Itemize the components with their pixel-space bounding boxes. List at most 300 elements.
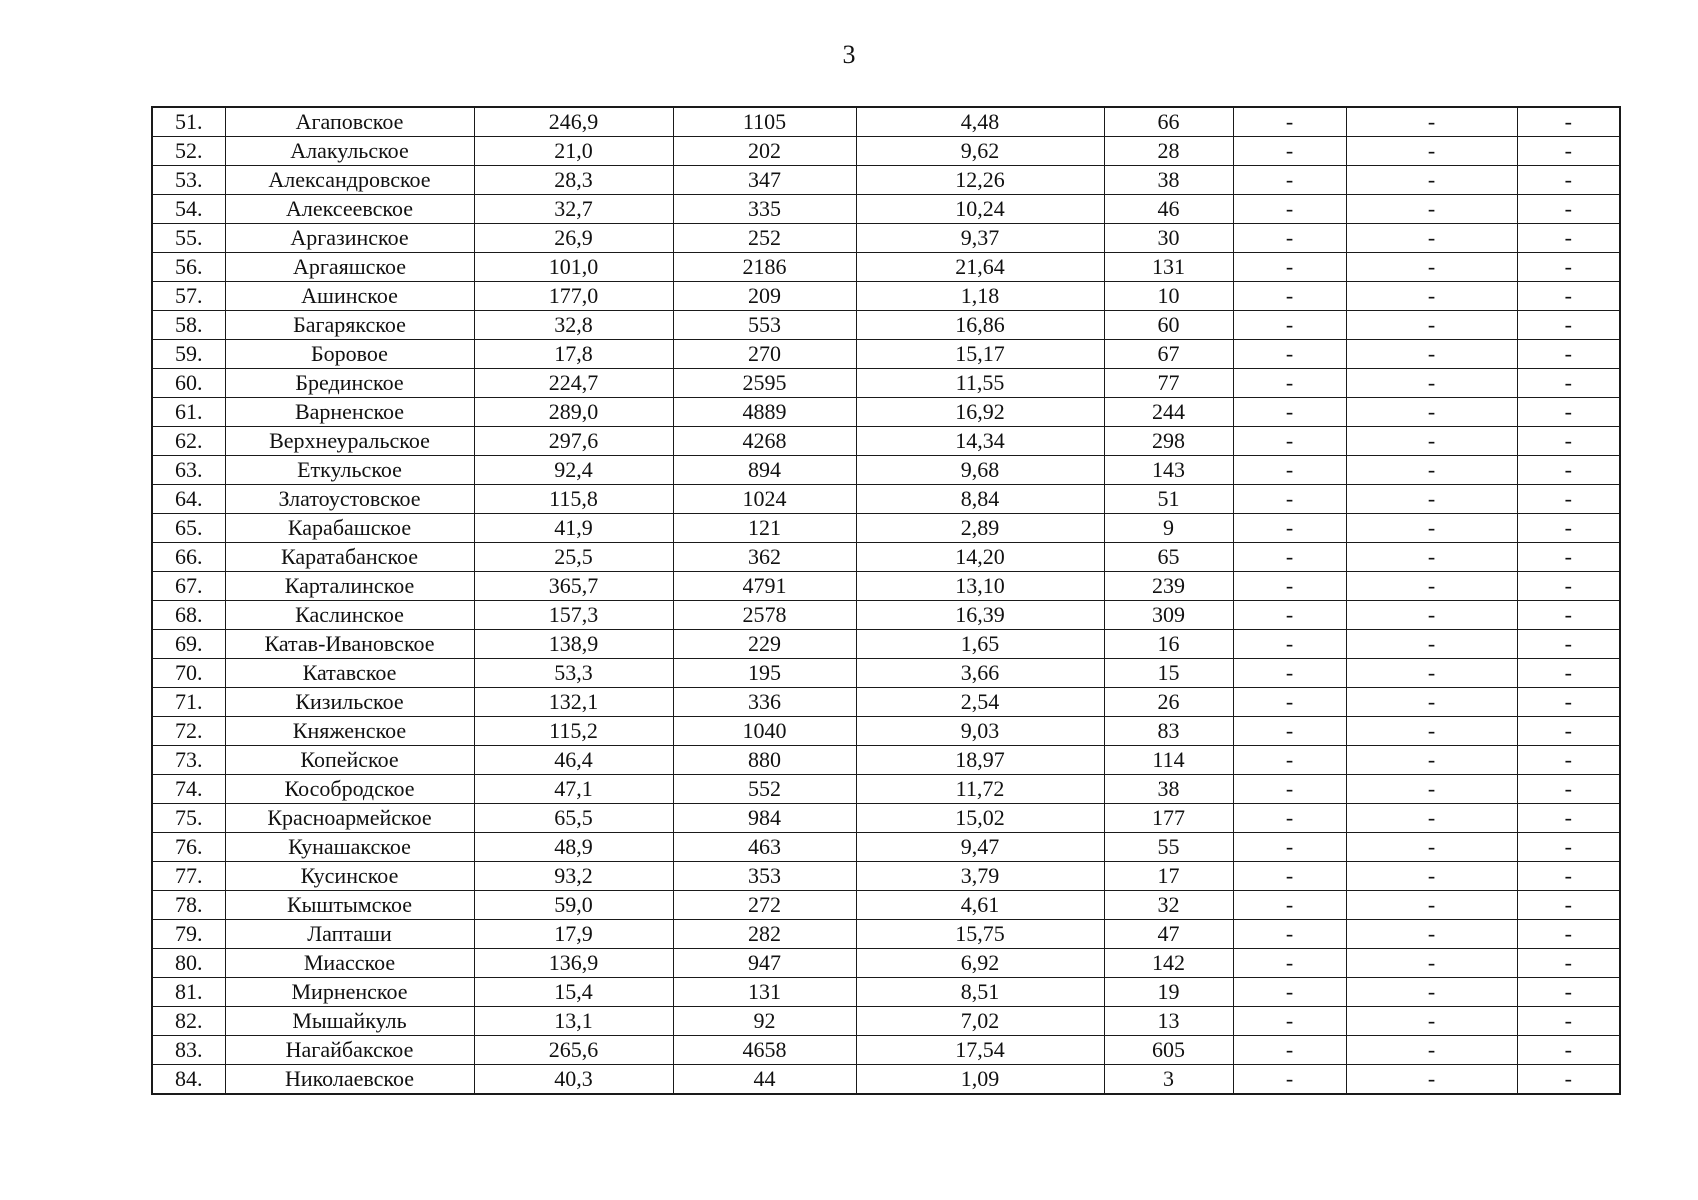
value-5-cell: - xyxy=(1233,107,1346,137)
value-6-cell: - xyxy=(1346,282,1517,311)
value-3-cell: 9,03 xyxy=(856,717,1104,746)
row-number-cell: 80. xyxy=(152,949,225,978)
value-2-cell: 880 xyxy=(673,746,856,775)
value-1-cell: 92,4 xyxy=(474,456,673,485)
value-2-cell: 984 xyxy=(673,804,856,833)
value-5-cell: - xyxy=(1233,1036,1346,1065)
value-3-cell: 16,39 xyxy=(856,601,1104,630)
value-1-cell: 46,4 xyxy=(474,746,673,775)
value-7-cell: - xyxy=(1517,543,1620,572)
value-2-cell: 121 xyxy=(673,514,856,543)
value-2-cell: 209 xyxy=(673,282,856,311)
table-row xyxy=(152,920,1620,949)
value-4-cell: 28 xyxy=(1104,137,1233,166)
value-4-cell: 38 xyxy=(1104,166,1233,195)
value-2-cell: 463 xyxy=(673,833,856,862)
table-row xyxy=(152,456,1620,485)
value-1-cell: 25,5 xyxy=(474,543,673,572)
value-1-cell: 32,7 xyxy=(474,195,673,224)
page-number: 3 xyxy=(842,40,856,69)
value-2-cell: 252 xyxy=(673,224,856,253)
value-2-cell: 4791 xyxy=(673,572,856,601)
name-cell: Миасское xyxy=(225,949,474,978)
value-2-cell: 552 xyxy=(673,775,856,804)
value-2-cell: 270 xyxy=(673,340,856,369)
row-number-cell: 53. xyxy=(152,166,225,195)
table-row xyxy=(152,1065,1620,1095)
value-1-cell: 132,1 xyxy=(474,688,673,717)
value-7-cell: - xyxy=(1517,775,1620,804)
value-4-cell: 142 xyxy=(1104,949,1233,978)
name-cell: Алексеевское xyxy=(225,195,474,224)
value-1-cell: 26,9 xyxy=(474,224,673,253)
value-7-cell: - xyxy=(1517,630,1620,659)
value-6-cell: - xyxy=(1346,949,1517,978)
value-2-cell: 282 xyxy=(673,920,856,949)
value-4-cell: 10 xyxy=(1104,282,1233,311)
name-cell: Катавское xyxy=(225,659,474,688)
value-4-cell: 77 xyxy=(1104,369,1233,398)
name-cell: Нагайбакское xyxy=(225,1036,474,1065)
value-2-cell: 1024 xyxy=(673,485,856,514)
value-5-cell: - xyxy=(1233,195,1346,224)
value-1-cell: 47,1 xyxy=(474,775,673,804)
value-5-cell: - xyxy=(1233,485,1346,514)
row-number-cell: 83. xyxy=(152,1036,225,1065)
value-1-cell: 136,9 xyxy=(474,949,673,978)
value-1-cell: 224,7 xyxy=(474,369,673,398)
value-5-cell: - xyxy=(1233,949,1346,978)
value-2-cell: 195 xyxy=(673,659,856,688)
row-number-cell: 56. xyxy=(152,253,225,282)
value-4-cell: 67 xyxy=(1104,340,1233,369)
value-6-cell: - xyxy=(1346,195,1517,224)
value-3-cell: 21,64 xyxy=(856,253,1104,282)
value-4-cell: 30 xyxy=(1104,224,1233,253)
value-4-cell: 309 xyxy=(1104,601,1233,630)
value-6-cell: - xyxy=(1346,1065,1517,1095)
value-3-cell: 1,65 xyxy=(856,630,1104,659)
value-4-cell: 51 xyxy=(1104,485,1233,514)
value-1-cell: 115,8 xyxy=(474,485,673,514)
value-3-cell: 9,47 xyxy=(856,833,1104,862)
value-1-cell: 177,0 xyxy=(474,282,673,311)
value-4-cell: 239 xyxy=(1104,572,1233,601)
name-cell: Златоустовское xyxy=(225,485,474,514)
name-cell: Катав-Ивановское xyxy=(225,630,474,659)
name-cell: Боровое xyxy=(225,340,474,369)
row-number-cell: 73. xyxy=(152,746,225,775)
value-7-cell: - xyxy=(1517,253,1620,282)
name-cell: Мирненское xyxy=(225,978,474,1007)
value-5-cell: - xyxy=(1233,311,1346,340)
row-number-cell: 77. xyxy=(152,862,225,891)
value-1-cell: 101,0 xyxy=(474,253,673,282)
value-1-cell: 265,6 xyxy=(474,1036,673,1065)
value-3-cell: 10,24 xyxy=(856,195,1104,224)
table-row xyxy=(152,107,1620,137)
value-5-cell: - xyxy=(1233,717,1346,746)
value-4-cell: 66 xyxy=(1104,107,1233,137)
value-1-cell: 365,7 xyxy=(474,572,673,601)
value-6-cell: - xyxy=(1346,862,1517,891)
value-6-cell: - xyxy=(1346,253,1517,282)
value-6-cell: - xyxy=(1346,1036,1517,1065)
value-7-cell: - xyxy=(1517,485,1620,514)
row-number-cell: 75. xyxy=(152,804,225,833)
value-6-cell: - xyxy=(1346,688,1517,717)
value-7-cell: - xyxy=(1517,224,1620,253)
value-3-cell: 17,54 xyxy=(856,1036,1104,1065)
value-6-cell: - xyxy=(1346,833,1517,862)
table-row xyxy=(152,282,1620,311)
value-3-cell: 3,79 xyxy=(856,862,1104,891)
value-6-cell: - xyxy=(1346,340,1517,369)
value-3-cell: 4,61 xyxy=(856,891,1104,920)
value-6-cell: - xyxy=(1346,166,1517,195)
row-number-cell: 68. xyxy=(152,601,225,630)
value-1-cell: 17,8 xyxy=(474,340,673,369)
value-3-cell: 14,34 xyxy=(856,427,1104,456)
value-3-cell: 1,18 xyxy=(856,282,1104,311)
value-1-cell: 115,2 xyxy=(474,717,673,746)
value-7-cell: - xyxy=(1517,746,1620,775)
value-5-cell: - xyxy=(1233,688,1346,717)
value-5-cell: - xyxy=(1233,543,1346,572)
row-number-cell: 67. xyxy=(152,572,225,601)
value-7-cell: - xyxy=(1517,340,1620,369)
value-5-cell: - xyxy=(1233,514,1346,543)
value-4-cell: 114 xyxy=(1104,746,1233,775)
table-row xyxy=(152,630,1620,659)
value-7-cell: - xyxy=(1517,166,1620,195)
value-4-cell: 83 xyxy=(1104,717,1233,746)
row-number-cell: 79. xyxy=(152,920,225,949)
name-cell: Каратабанское xyxy=(225,543,474,572)
value-3-cell: 8,51 xyxy=(856,978,1104,1007)
value-5-cell: - xyxy=(1233,398,1346,427)
table-row xyxy=(152,369,1620,398)
value-5-cell: - xyxy=(1233,282,1346,311)
value-1-cell: 53,3 xyxy=(474,659,673,688)
name-cell: Верхнеуральское xyxy=(225,427,474,456)
value-6-cell: - xyxy=(1346,456,1517,485)
value-3-cell: 15,75 xyxy=(856,920,1104,949)
value-6-cell: - xyxy=(1346,311,1517,340)
row-number-cell: 61. xyxy=(152,398,225,427)
table-row xyxy=(152,543,1620,572)
value-3-cell: 13,10 xyxy=(856,572,1104,601)
value-1-cell: 246,9 xyxy=(474,107,673,137)
value-6-cell: - xyxy=(1346,514,1517,543)
value-6-cell: - xyxy=(1346,891,1517,920)
table-row xyxy=(152,572,1620,601)
value-2-cell: 2595 xyxy=(673,369,856,398)
value-5-cell: - xyxy=(1233,804,1346,833)
value-6-cell: - xyxy=(1346,137,1517,166)
value-5-cell: - xyxy=(1233,630,1346,659)
value-3-cell: 9,37 xyxy=(856,224,1104,253)
name-cell: Агаповское xyxy=(225,107,474,137)
row-number-cell: 81. xyxy=(152,978,225,1007)
value-2-cell: 44 xyxy=(673,1065,856,1095)
name-cell: Княженское xyxy=(225,717,474,746)
row-number-cell: 76. xyxy=(152,833,225,862)
name-cell: Варненское xyxy=(225,398,474,427)
value-3-cell: 4,48 xyxy=(856,107,1104,137)
value-3-cell: 11,72 xyxy=(856,775,1104,804)
value-5-cell: - xyxy=(1233,659,1346,688)
value-7-cell: - xyxy=(1517,1065,1620,1095)
table-row xyxy=(152,1007,1620,1036)
value-2-cell: 92 xyxy=(673,1007,856,1036)
name-cell: Карталинское xyxy=(225,572,474,601)
value-7-cell: - xyxy=(1517,572,1620,601)
value-7-cell: - xyxy=(1517,427,1620,456)
row-number-cell: 54. xyxy=(152,195,225,224)
row-number-cell: 66. xyxy=(152,543,225,572)
value-7-cell: - xyxy=(1517,688,1620,717)
value-4-cell: 65 xyxy=(1104,543,1233,572)
value-4-cell: 143 xyxy=(1104,456,1233,485)
value-7-cell: - xyxy=(1517,862,1620,891)
value-4-cell: 3 xyxy=(1104,1065,1233,1095)
name-cell: Александровское xyxy=(225,166,474,195)
value-3-cell: 2,54 xyxy=(856,688,1104,717)
value-2-cell: 1105 xyxy=(673,107,856,137)
value-7-cell: - xyxy=(1517,514,1620,543)
row-number-cell: 63. xyxy=(152,456,225,485)
value-5-cell: - xyxy=(1233,601,1346,630)
value-3-cell: 2,89 xyxy=(856,514,1104,543)
value-5-cell: - xyxy=(1233,340,1346,369)
value-2-cell: 131 xyxy=(673,978,856,1007)
value-1-cell: 32,8 xyxy=(474,311,673,340)
name-cell: Брединское xyxy=(225,369,474,398)
value-4-cell: 38 xyxy=(1104,775,1233,804)
table-row xyxy=(152,746,1620,775)
value-3-cell: 1,09 xyxy=(856,1065,1104,1095)
name-cell: Мышайкуль xyxy=(225,1007,474,1036)
value-6-cell: - xyxy=(1346,369,1517,398)
table-row xyxy=(152,398,1620,427)
value-2-cell: 272 xyxy=(673,891,856,920)
value-3-cell: 7,02 xyxy=(856,1007,1104,1036)
value-2-cell: 336 xyxy=(673,688,856,717)
row-number-cell: 55. xyxy=(152,224,225,253)
name-cell: Аргаяшское xyxy=(225,253,474,282)
value-5-cell: - xyxy=(1233,1007,1346,1036)
value-4-cell: 298 xyxy=(1104,427,1233,456)
row-number-cell: 78. xyxy=(152,891,225,920)
value-3-cell: 8,84 xyxy=(856,485,1104,514)
value-1-cell: 40,3 xyxy=(474,1065,673,1095)
value-6-cell: - xyxy=(1346,224,1517,253)
value-7-cell: - xyxy=(1517,107,1620,137)
name-cell: Кусинское xyxy=(225,862,474,891)
value-5-cell: - xyxy=(1233,137,1346,166)
value-4-cell: 9 xyxy=(1104,514,1233,543)
value-6-cell: - xyxy=(1346,601,1517,630)
name-cell: Кизильское xyxy=(225,688,474,717)
table-row xyxy=(152,688,1620,717)
value-5-cell: - xyxy=(1233,862,1346,891)
value-2-cell: 2578 xyxy=(673,601,856,630)
value-3-cell: 18,97 xyxy=(856,746,1104,775)
value-2-cell: 894 xyxy=(673,456,856,485)
value-2-cell: 362 xyxy=(673,543,856,572)
value-7-cell: - xyxy=(1517,195,1620,224)
value-6-cell: - xyxy=(1346,804,1517,833)
value-7-cell: - xyxy=(1517,1036,1620,1065)
value-7-cell: - xyxy=(1517,659,1620,688)
value-1-cell: 15,4 xyxy=(474,978,673,1007)
value-7-cell: - xyxy=(1517,717,1620,746)
value-5-cell: - xyxy=(1233,427,1346,456)
name-cell: Кунашакское xyxy=(225,833,474,862)
value-2-cell: 347 xyxy=(673,166,856,195)
value-4-cell: 13 xyxy=(1104,1007,1233,1036)
value-1-cell: 41,9 xyxy=(474,514,673,543)
value-1-cell: 65,5 xyxy=(474,804,673,833)
row-number-cell: 64. xyxy=(152,485,225,514)
row-number-cell: 51. xyxy=(152,107,225,137)
value-3-cell: 15,17 xyxy=(856,340,1104,369)
table-row xyxy=(152,311,1620,340)
value-2-cell: 1040 xyxy=(673,717,856,746)
value-7-cell: - xyxy=(1517,891,1620,920)
value-3-cell: 9,62 xyxy=(856,137,1104,166)
name-cell: Каслинское xyxy=(225,601,474,630)
value-5-cell: - xyxy=(1233,224,1346,253)
value-7-cell: - xyxy=(1517,833,1620,862)
value-5-cell: - xyxy=(1233,253,1346,282)
value-6-cell: - xyxy=(1346,978,1517,1007)
value-7-cell: - xyxy=(1517,601,1620,630)
value-7-cell: - xyxy=(1517,282,1620,311)
value-2-cell: 4268 xyxy=(673,427,856,456)
value-3-cell: 9,68 xyxy=(856,456,1104,485)
value-2-cell: 2186 xyxy=(673,253,856,282)
value-7-cell: - xyxy=(1517,920,1620,949)
value-5-cell: - xyxy=(1233,978,1346,1007)
value-3-cell: 6,92 xyxy=(856,949,1104,978)
value-5-cell: - xyxy=(1233,833,1346,862)
value-2-cell: 229 xyxy=(673,630,856,659)
value-1-cell: 21,0 xyxy=(474,137,673,166)
table-body xyxy=(152,107,1620,1094)
value-6-cell: - xyxy=(1346,630,1517,659)
value-4-cell: 32 xyxy=(1104,891,1233,920)
value-7-cell: - xyxy=(1517,1007,1620,1036)
table-row xyxy=(152,659,1620,688)
row-number-cell: 70. xyxy=(152,659,225,688)
value-6-cell: - xyxy=(1346,746,1517,775)
value-4-cell: 60 xyxy=(1104,311,1233,340)
table-row xyxy=(152,601,1620,630)
value-7-cell: - xyxy=(1517,456,1620,485)
name-cell: Ашинское xyxy=(225,282,474,311)
value-5-cell: - xyxy=(1233,572,1346,601)
row-number-cell: 74. xyxy=(152,775,225,804)
value-2-cell: 353 xyxy=(673,862,856,891)
value-4-cell: 46 xyxy=(1104,195,1233,224)
value-2-cell: 947 xyxy=(673,949,856,978)
row-number-cell: 82. xyxy=(152,1007,225,1036)
value-1-cell: 48,9 xyxy=(474,833,673,862)
name-cell: Николаевское xyxy=(225,1065,474,1095)
name-cell: Кособродское xyxy=(225,775,474,804)
table-row xyxy=(152,485,1620,514)
table-row xyxy=(152,514,1620,543)
name-cell: Красноармейское xyxy=(225,804,474,833)
value-6-cell: - xyxy=(1346,775,1517,804)
value-5-cell: - xyxy=(1233,775,1346,804)
value-2-cell: 202 xyxy=(673,137,856,166)
name-cell: Алакульское xyxy=(225,137,474,166)
value-2-cell: 4889 xyxy=(673,398,856,427)
row-number-cell: 59. xyxy=(152,340,225,369)
value-5-cell: - xyxy=(1233,920,1346,949)
name-cell: Копейское xyxy=(225,746,474,775)
name-cell: Карабашское xyxy=(225,514,474,543)
value-6-cell: - xyxy=(1346,398,1517,427)
value-7-cell: - xyxy=(1517,369,1620,398)
value-3-cell: 14,20 xyxy=(856,543,1104,572)
row-number-cell: 57. xyxy=(152,282,225,311)
value-3-cell: 3,66 xyxy=(856,659,1104,688)
value-3-cell: 12,26 xyxy=(856,166,1104,195)
table-row xyxy=(152,717,1620,746)
value-2-cell: 4658 xyxy=(673,1036,856,1065)
value-6-cell: - xyxy=(1346,717,1517,746)
row-number-cell: 71. xyxy=(152,688,225,717)
table-row xyxy=(152,166,1620,195)
value-6-cell: - xyxy=(1346,659,1517,688)
value-5-cell: - xyxy=(1233,1065,1346,1095)
value-7-cell: - xyxy=(1517,311,1620,340)
value-4-cell: 55 xyxy=(1104,833,1233,862)
value-1-cell: 13,1 xyxy=(474,1007,673,1036)
table-row xyxy=(152,253,1620,282)
value-5-cell: - xyxy=(1233,369,1346,398)
value-6-cell: - xyxy=(1346,572,1517,601)
row-number-cell: 84. xyxy=(152,1065,225,1095)
value-6-cell: - xyxy=(1346,485,1517,514)
value-4-cell: 47 xyxy=(1104,920,1233,949)
value-6-cell: - xyxy=(1346,1007,1517,1036)
table-row xyxy=(152,775,1620,804)
value-6-cell: - xyxy=(1346,107,1517,137)
value-6-cell: - xyxy=(1346,920,1517,949)
table-row xyxy=(152,137,1620,166)
value-2-cell: 553 xyxy=(673,311,856,340)
value-2-cell: 335 xyxy=(673,195,856,224)
table-row xyxy=(152,862,1620,891)
table-row xyxy=(152,804,1620,833)
value-7-cell: - xyxy=(1517,804,1620,833)
row-number-cell: 65. xyxy=(152,514,225,543)
name-cell: Еткульское xyxy=(225,456,474,485)
value-5-cell: - xyxy=(1233,456,1346,485)
value-1-cell: 157,3 xyxy=(474,601,673,630)
value-3-cell: 11,55 xyxy=(856,369,1104,398)
data-table xyxy=(151,106,1621,1095)
value-4-cell: 16 xyxy=(1104,630,1233,659)
table-row xyxy=(152,891,1620,920)
name-cell: Багарякское xyxy=(225,311,474,340)
row-number-cell: 62. xyxy=(152,427,225,456)
